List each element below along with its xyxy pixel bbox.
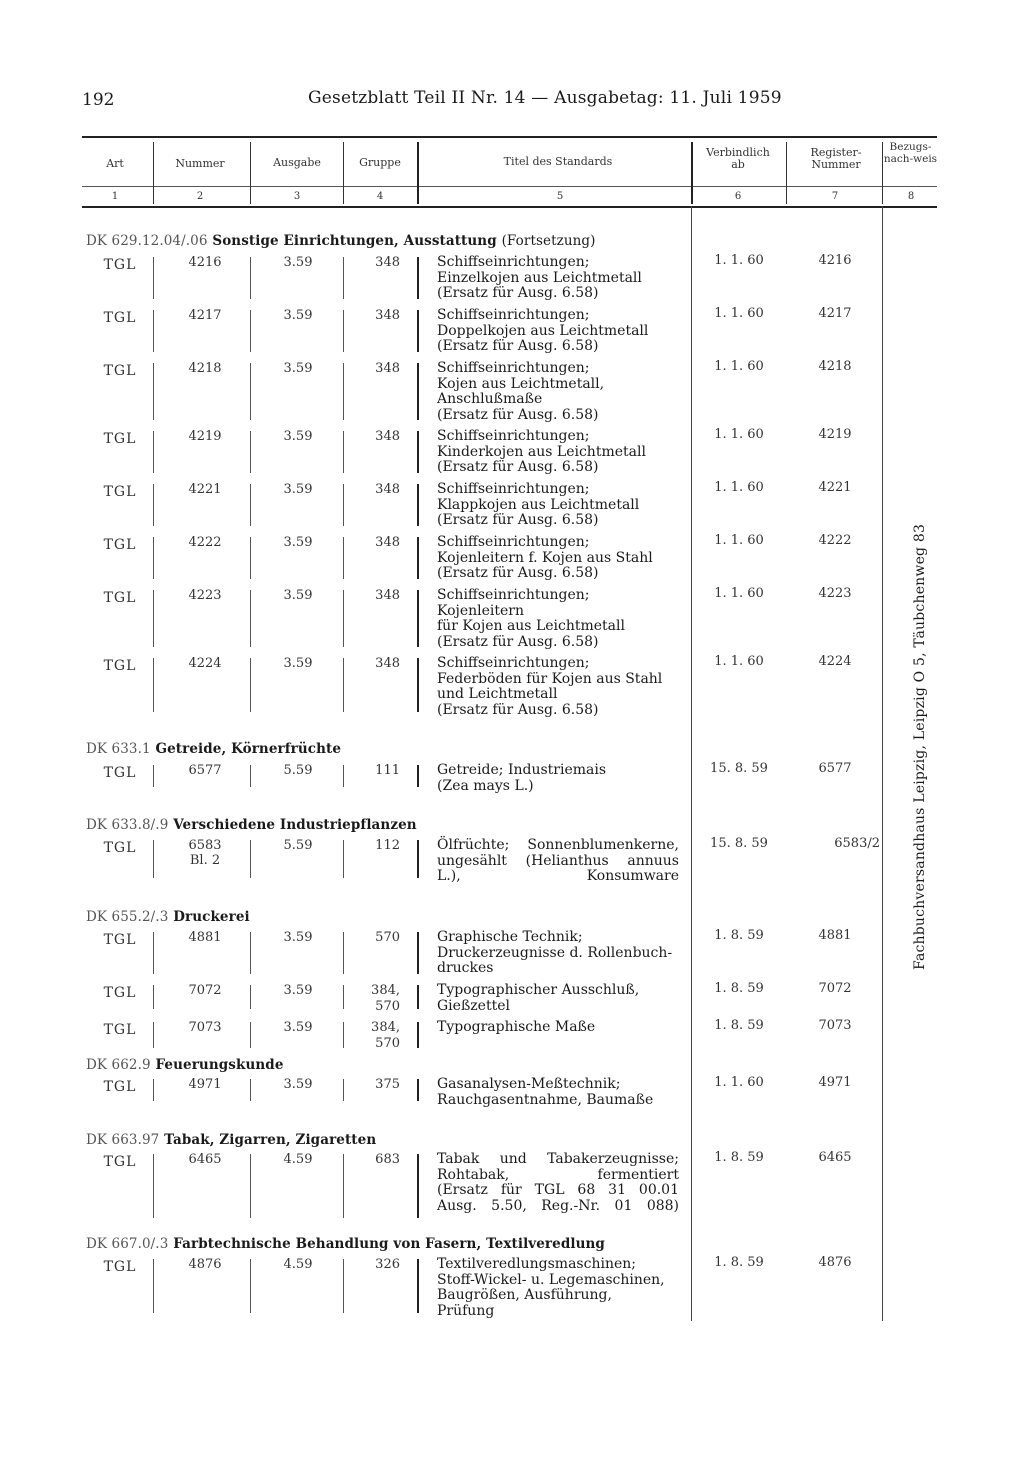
cell-register: 7073 xyxy=(818,1018,852,1033)
cell-nummer: 6465 xyxy=(188,1152,222,1167)
row-col-sep xyxy=(343,363,344,420)
row-col-sep xyxy=(417,1259,419,1313)
cell-verbindlich: 15. 8. 59 xyxy=(710,761,768,776)
cell-titel xyxy=(437,930,679,977)
titel-line: (Ersatz für Ausg. 6.58) xyxy=(437,633,599,650)
titel-line: Gasanalysen-Meßtechnik; xyxy=(437,1076,621,1092)
cell-titel xyxy=(437,1020,679,1036)
sidebar-publisher: Fachbuchversandhaus Leipzig, Leipzig O 5, Täubchenweg 83 xyxy=(912,523,928,970)
row-col-sep xyxy=(153,310,154,352)
row-col-sep xyxy=(250,484,251,526)
col-sep xyxy=(691,142,693,204)
titel-line: Gießzettel xyxy=(437,997,510,1014)
titel-line: druckes xyxy=(437,960,494,976)
colnum-3: 3 xyxy=(293,191,301,202)
colnum-5: 5 xyxy=(556,191,564,202)
titel-line: Schiffseinrichtungen; xyxy=(437,481,590,497)
titel-line: (Ersatz für Ausg. 6.58) xyxy=(437,338,599,354)
cell-titel xyxy=(437,983,679,1014)
titel-line: L.), Konsumware xyxy=(437,868,679,884)
row-col-sep xyxy=(250,257,251,299)
cell-register: 4218 xyxy=(818,359,852,374)
row-col-sep xyxy=(153,1154,154,1218)
cell-titel xyxy=(437,535,679,582)
titel-line: Doppelkojen aus Leichtmetall xyxy=(437,322,649,339)
cell-gruppe: 111 xyxy=(375,763,400,778)
section-heading: DK 663.97 Tabak, Zigarren, Zigaretten xyxy=(86,1132,377,1148)
row-col-sep xyxy=(153,765,154,787)
cell-gruppe: 348 xyxy=(375,429,400,444)
row-col-sep xyxy=(343,537,344,579)
titel-line: Schiffseinrichtungen; xyxy=(437,587,590,603)
row-col-sep xyxy=(343,765,344,787)
cell-titel xyxy=(437,1152,679,1214)
colnum-1: 1 xyxy=(111,191,119,202)
table-top-rule xyxy=(82,136,937,138)
page-title: Gesetzblatt Teil II Nr. 14 — Ausgabetag: 11. Juli 1959 xyxy=(308,88,782,108)
titel-line: Rohtabak, fermentiert xyxy=(437,1166,679,1183)
titel-line: Anschlußmaße xyxy=(437,391,543,407)
titel-line: Rauchgasentnahme, Baumaße xyxy=(437,1091,654,1108)
cell-register: 4216 xyxy=(818,253,852,268)
cell-ausgabe: 3.59 xyxy=(283,930,313,945)
cell-gruppe: 348 xyxy=(375,588,400,603)
titel-line: Druckerzeugnisse d. Rollenbuch- xyxy=(437,944,673,961)
cell-nummer: 4881 xyxy=(188,930,222,945)
row-col-sep xyxy=(417,985,419,1009)
row-col-sep xyxy=(417,658,419,712)
row-col-sep xyxy=(153,484,154,526)
titel-line: Schiffseinrichtungen; xyxy=(437,254,590,270)
cell-nummer: 7072 xyxy=(188,983,222,998)
titel-line: (Ersatz für Ausg. 6.58) xyxy=(437,406,599,423)
cell-art: TGL xyxy=(103,765,137,781)
cell-titel xyxy=(437,656,679,718)
cell-register: 4219 xyxy=(818,427,852,442)
row-col-sep xyxy=(153,658,154,712)
cell-nummer: 4971 xyxy=(188,1077,222,1092)
cell-ausgabe: 3.59 xyxy=(283,482,313,497)
colnum-4: 4 xyxy=(376,191,384,202)
col-sep xyxy=(153,142,154,204)
row-col-sep xyxy=(250,840,251,878)
cell-titel xyxy=(437,838,679,885)
cell-nummer: 4218 xyxy=(188,361,222,376)
cell-verbindlich: 1. 1. 60 xyxy=(714,480,764,495)
titel-line: Graphische Technik; xyxy=(437,929,583,945)
cell-gruppe: 112 xyxy=(375,838,400,853)
cell-register: 4222 xyxy=(818,533,852,548)
cell-ausgabe: 4.59 xyxy=(283,1152,313,1167)
row-col-sep xyxy=(417,1022,419,1048)
cell-gruppe: 326 xyxy=(375,1257,400,1272)
titel-line: Getreide; Industriemais xyxy=(437,762,607,778)
cell-register: 4971 xyxy=(818,1075,852,1090)
cell-titel xyxy=(437,429,679,476)
cell-register: 4221 xyxy=(818,480,852,495)
titel-line: (Ersatz für Ausg. 6.58) xyxy=(437,285,599,301)
row-col-sep xyxy=(343,484,344,526)
cell-gruppe: 348 xyxy=(375,535,400,550)
cell-ausgabe: 4.59 xyxy=(283,1257,313,1272)
cell-titel xyxy=(437,763,679,794)
colhead-nummer: Nummer xyxy=(175,157,225,170)
titel-line: (Zea mays L.) xyxy=(437,777,534,794)
cell-gruppe: 348 xyxy=(375,255,400,270)
cell-nummer: 6577 xyxy=(188,763,222,778)
cell-register: 4217 xyxy=(818,306,852,321)
cell-verbindlich: 1. 1. 60 xyxy=(714,533,764,548)
cell-nummer-blatt: Bl. 2 xyxy=(189,853,221,868)
cell-nummer: 6583 xyxy=(188,838,222,853)
cell-nummer: 4221 xyxy=(188,482,222,497)
colnum-8: 8 xyxy=(907,191,915,202)
row-col-sep xyxy=(343,1079,344,1101)
titel-line: Kojen aus Leichtmetall, xyxy=(437,375,605,392)
cell-register: 6577 xyxy=(818,761,852,776)
cell-verbindlich: 1. 8. 59 xyxy=(714,1255,764,1270)
titel-line: Kojenleitern f. Kojen aus Stahl xyxy=(437,549,653,566)
row-col-sep xyxy=(250,932,251,974)
cell-ausgabe: 3.59 xyxy=(283,588,313,603)
titel-line: Federböden für Kojen aus Stahl xyxy=(437,670,663,687)
cell-ausgabe: 5.59 xyxy=(283,763,313,778)
titel-line: (Ersatz für Ausg. 6.58) xyxy=(437,459,599,475)
cell-gruppe: 348 xyxy=(375,482,400,497)
cell-ausgabe: 3.59 xyxy=(283,983,313,998)
cell-register: 4223 xyxy=(818,586,852,601)
titel-line: ungesählt (Helianthus annuus xyxy=(437,852,679,869)
titel-line: Schiffseinrichtungen; xyxy=(437,307,590,323)
cell-nummer: 4216 xyxy=(188,255,222,270)
cell-titel xyxy=(437,255,679,302)
cell-gruppe: 570 xyxy=(375,930,400,945)
row-col-sep xyxy=(153,1022,154,1048)
row-col-sep xyxy=(417,765,419,787)
cell-verbindlich: 15. 8. 59 xyxy=(710,836,768,851)
row-col-sep xyxy=(417,840,419,878)
titel-line: Typographischer Ausschluß, xyxy=(437,982,640,998)
row-col-sep xyxy=(250,1022,251,1048)
cell-art: TGL xyxy=(103,658,137,674)
cell-ausgabe: 3.59 xyxy=(283,1077,313,1092)
cell-register: 4881 xyxy=(818,928,852,943)
row-col-sep xyxy=(417,537,419,579)
page-number: 192 xyxy=(82,90,115,110)
row-col-sep xyxy=(153,840,154,878)
titel-line: Baugrößen, Ausführung, xyxy=(437,1287,612,1303)
row-col-sep xyxy=(417,1079,419,1101)
titel-line: Textilveredlungsmaschinen; xyxy=(437,1256,636,1272)
titel-line: für Kojen aus Leichtmetall xyxy=(437,618,625,634)
row-col-sep xyxy=(417,590,419,647)
cell-art: TGL xyxy=(103,310,137,326)
cell-ausgabe: 3.59 xyxy=(283,308,313,323)
row-col-sep xyxy=(343,257,344,299)
section-heading: DK 655.2/.3 Druckerei xyxy=(86,909,250,925)
titel-line: Ölfrüchte; Sonnenblumenkerne, xyxy=(437,837,679,853)
row-col-sep xyxy=(250,363,251,420)
cell-art: TGL xyxy=(103,932,137,948)
cell-register: 6583/2 xyxy=(834,836,880,851)
colhead-ausgabe: Ausgabe xyxy=(273,156,321,169)
section-heading: DK 633.1 Getreide, Körnerfrüchte xyxy=(86,741,342,757)
cell-register: 4876 xyxy=(818,1255,852,1270)
cell-art: TGL xyxy=(103,840,137,856)
titel-line: Prüfung xyxy=(437,1302,495,1319)
cell-verbindlich: 1. 1. 60 xyxy=(714,359,764,374)
row-col-sep xyxy=(250,985,251,1009)
cell-gruppe: 683 xyxy=(375,1152,400,1167)
row-col-sep xyxy=(250,310,251,352)
cell-gruppe: 384, xyxy=(371,1020,400,1035)
row-col-sep xyxy=(153,1259,154,1313)
row-col-sep xyxy=(250,537,251,579)
titel-line: Ausg. 5.50, Reg.-Nr. 01 088) xyxy=(437,1197,679,1214)
row-col-sep xyxy=(343,1154,344,1218)
titel-line: Kojenleitern xyxy=(437,602,525,619)
titel-line: Schiffseinrichtungen; xyxy=(437,655,590,671)
row-col-sep xyxy=(417,484,419,526)
cell-ausgabe: 3.59 xyxy=(283,656,313,671)
row-col-sep xyxy=(153,431,154,473)
row-col-sep xyxy=(250,765,251,787)
cell-register: 7072 xyxy=(818,981,852,996)
row-col-sep xyxy=(153,1079,154,1101)
row-col-sep xyxy=(417,1154,419,1218)
row-col-sep xyxy=(153,257,154,299)
cell-ausgabe: 5.59 xyxy=(283,838,313,853)
col-sep xyxy=(417,142,419,204)
cell-art: TGL xyxy=(103,537,137,553)
titel-line: (Ersatz für TGL 68 31 00.01 xyxy=(437,1182,679,1198)
cell-nummer: 4217 xyxy=(188,308,222,323)
cell-titel xyxy=(437,588,679,650)
cell-gruppe-2: 570 xyxy=(375,1036,400,1051)
cell-ausgabe: 3.59 xyxy=(283,361,313,376)
row-col-sep xyxy=(343,985,344,1009)
cell-art: TGL xyxy=(103,985,137,1001)
colhead-bezugsnachweis: Bezugs-nach-weis xyxy=(883,141,938,165)
cell-nummer: 4223 xyxy=(188,588,222,603)
row-col-sep xyxy=(250,1079,251,1101)
cell-gruppe: 348 xyxy=(375,656,400,671)
row-col-sep xyxy=(343,590,344,647)
cell-art: TGL xyxy=(103,431,137,447)
colnum-6: 6 xyxy=(734,191,742,202)
cell-register: 6465 xyxy=(818,1150,852,1165)
section-heading: DK 662.9 Feuerungskunde xyxy=(86,1057,284,1073)
cell-verbindlich: 1. 1. 60 xyxy=(714,427,764,442)
row-col-sep xyxy=(343,1022,344,1048)
titel-line: Einzelkojen aus Leichtmetall xyxy=(437,269,642,286)
cell-ausgabe: 3.59 xyxy=(283,1020,313,1035)
colnum-7: 7 xyxy=(831,191,839,202)
cell-art: TGL xyxy=(103,1154,137,1170)
cell-verbindlich: 1. 1. 60 xyxy=(714,306,764,321)
cell-verbindlich: 1. 1. 60 xyxy=(714,253,764,268)
row-col-sep xyxy=(343,658,344,712)
row-col-sep xyxy=(153,985,154,1009)
colhead-verbindlich: Verbindlich ab xyxy=(706,146,770,171)
row-col-sep xyxy=(153,932,154,974)
cell-titel xyxy=(437,1257,679,1319)
row-col-sep xyxy=(417,431,419,473)
row-col-sep xyxy=(343,932,344,974)
cell-art: TGL xyxy=(103,484,137,500)
row-col-sep xyxy=(153,363,154,420)
col-rule-8 xyxy=(882,206,883,1321)
col-sep xyxy=(786,142,787,204)
row-col-sep xyxy=(250,590,251,647)
cell-art: TGL xyxy=(103,1079,137,1095)
cell-register: 4224 xyxy=(818,654,852,669)
colnum-2: 2 xyxy=(196,191,204,202)
cell-ausgabe: 3.59 xyxy=(283,255,313,270)
colhead-titel: Titel des Standards xyxy=(503,155,613,168)
cell-art: TGL xyxy=(103,590,137,606)
titel-line: Schiffseinrichtungen; xyxy=(437,428,590,444)
row-col-sep xyxy=(343,840,344,878)
row-col-sep xyxy=(250,1259,251,1313)
cell-verbindlich: 1. 1. 60 xyxy=(714,654,764,669)
row-col-sep xyxy=(417,363,419,420)
titel-line: Kinderkojen aus Leichtmetall xyxy=(437,443,646,460)
col-sep xyxy=(250,142,251,204)
colhead-register: Register-Nummer xyxy=(810,146,862,171)
cell-gruppe: 375 xyxy=(375,1077,400,1092)
cell-nummer: 4222 xyxy=(188,535,222,550)
row-col-sep xyxy=(250,1154,251,1218)
row-col-sep xyxy=(343,431,344,473)
cell-art: TGL xyxy=(103,1259,137,1275)
cell-gruppe-2: 570 xyxy=(375,999,400,1014)
titel-line: und Leichtmetall xyxy=(437,686,558,702)
row-col-sep xyxy=(343,310,344,352)
column-number-rule xyxy=(82,186,937,187)
row-col-sep xyxy=(153,590,154,647)
titel-line: (Ersatz für Ausg. 6.58) xyxy=(437,512,599,528)
header-bottom-rule xyxy=(82,206,937,208)
colhead-art: Art xyxy=(106,157,124,170)
titel-line: Schiffseinrichtungen; xyxy=(437,534,590,550)
titel-line: Schiffseinrichtungen; xyxy=(437,360,590,376)
section-heading: DK 633.8/.9 Verschiedene Industriepflanzen xyxy=(86,817,417,833)
cell-art: TGL xyxy=(103,257,137,273)
titel-line: Typographische Maße xyxy=(437,1019,596,1035)
cell-nummer: 7073 xyxy=(188,1020,222,1035)
section-heading: DK 629.12.04/.06 Sonstige Einrichtungen, Ausstattung (Fortsetzung) xyxy=(86,233,596,249)
row-col-sep xyxy=(343,1259,344,1313)
row-col-sep xyxy=(250,658,251,712)
cell-titel xyxy=(437,361,679,423)
cell-nummer: 4876 xyxy=(188,1257,222,1272)
cell-verbindlich: 1. 8. 59 xyxy=(714,928,764,943)
cell-verbindlich: 1. 8. 59 xyxy=(714,1018,764,1033)
cell-ausgabe: 3.59 xyxy=(283,535,313,550)
cell-nummer: 4219 xyxy=(188,429,222,444)
cell-titel xyxy=(437,482,679,529)
titel-line: (Ersatz für Ausg. 6.58) xyxy=(437,701,599,718)
titel-line: Stoff-Wickel- u. Legemaschinen, xyxy=(437,1271,665,1288)
cell-art: TGL xyxy=(103,363,137,379)
cell-gruppe: 348 xyxy=(375,308,400,323)
row-col-sep xyxy=(417,257,419,299)
titel-line: Tabak und Tabakerzeugnisse; xyxy=(437,1151,679,1167)
cell-verbindlich: 1. 8. 59 xyxy=(714,1150,764,1165)
row-col-sep xyxy=(417,310,419,352)
row-col-sep xyxy=(153,537,154,579)
section-heading: DK 667.0/.3 Farbtechnische Behandlung von Fasern, Textilveredlung xyxy=(86,1236,605,1252)
colhead-gruppe: Gruppe xyxy=(359,156,401,169)
row-col-sep xyxy=(417,932,419,974)
titel-line: (Ersatz für Ausg. 6.58) xyxy=(437,565,599,581)
cell-gruppe: 348 xyxy=(375,361,400,376)
titel-line: Klappkojen aus Leichtmetall xyxy=(437,496,640,513)
cell-nummer: 4224 xyxy=(188,656,222,671)
cell-titel xyxy=(437,1077,679,1108)
row-col-sep xyxy=(250,431,251,473)
cell-gruppe: 384, xyxy=(371,983,400,998)
cell-titel xyxy=(437,308,679,355)
cell-art: TGL xyxy=(103,1022,137,1038)
col-sep xyxy=(343,142,344,204)
cell-ausgabe: 3.59 xyxy=(283,429,313,444)
cell-verbindlich: 1. 1. 60 xyxy=(714,586,764,601)
col-rule-6 xyxy=(691,206,692,1321)
cell-verbindlich: 1. 1. 60 xyxy=(714,1075,764,1090)
cell-verbindlich: 1. 8. 59 xyxy=(714,981,764,996)
